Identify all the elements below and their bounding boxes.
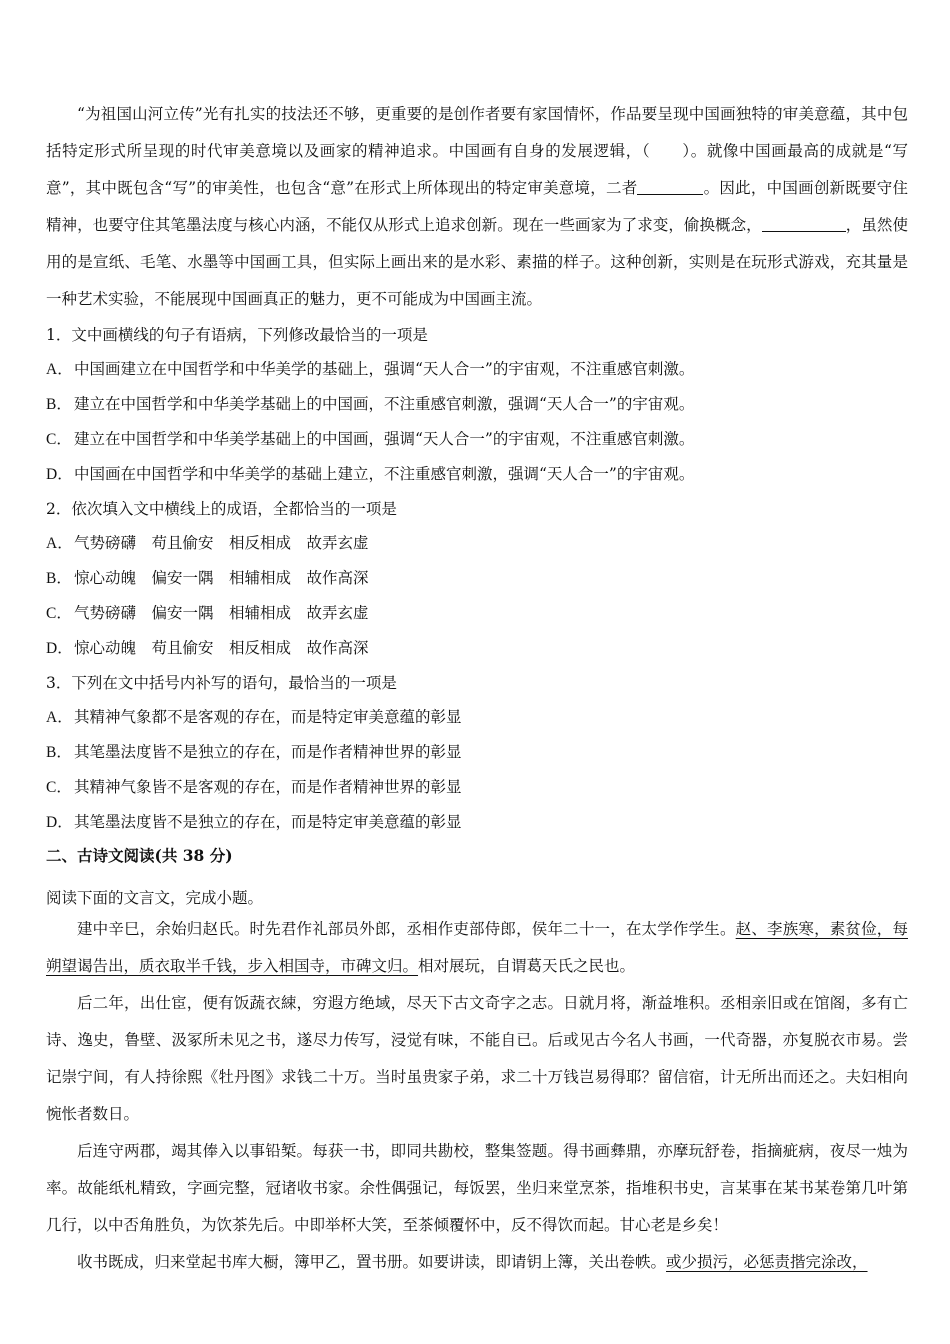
answer-blank — [637, 176, 703, 195]
option-c[interactable]: C． 气势磅礴 偏安一隅 相辅相成 故弄玄虚 — [46, 604, 369, 622]
question-3 — [46, 666, 908, 840]
answer-blank — [762, 213, 846, 232]
option-b[interactable]: B． 惊心动魄 偏安一隅 相辅相成 故作高深 — [46, 569, 369, 587]
underlined-sentence: 或少损污，必惩责揩完涂改， — [666, 1252, 868, 1271]
passage-text-1: “为祖国山河立传”光有扎实的技法还不够，更重要的是创作者要有家国情怀，作品要呈现中国画独特的审美意蕴，其中包括特定形式所呈现的时代审美意境以及画家的精神追求。中国画有自身的发展逻辑，（ ）。就像中国画最高的成就是“写意”，其中既包含“写”的审美性，也包含“意”在形式上所体现出的特定审美意境，二者 — [46, 105, 908, 197]
classical-paragraph-3: 后连守两郡，竭其俸入以事铅椠。每获一书，即同共勘校，整集签题。得书画彝鼎，亦摩玩舒卷，指摘疵病，夜尽一烛为率。故能纸札精致，字画完整，冠诸收书家。余性偶强记，每饭罢，坐归来堂烹茶，指堆积书史，言某事在某书某卷第几叶第几行，以中否角胜负，为饮茶先后。中即举杯大笑，至茶倾覆怀中，反不得饮而起。甘心老是乡矣！ — [46, 1141, 908, 1234]
option-c[interactable]: C． 建立在中国哲学和中华美学基础上的中国画，强调“天人合一”的宇宙观，不注重感官刺激。 — [46, 430, 695, 448]
question-stem: 2．依次填入文中横线上的成语，全都恰当的一项是 — [46, 500, 397, 518]
option-a[interactable]: A．中国画建立在中国哲学和中华美学的基础上，强调“天人合一”的宇宙观，不注重感官刺激。 — [46, 360, 695, 378]
option-d[interactable]: D．惊心动魄 苟且偷安 相反相成 故作高深 — [46, 639, 369, 657]
document-page — [46, 96, 908, 1281]
passage-text-3: ，虽然使用的是宣纸、毛笔、水墨等中国画工具，但实际上画出来的是水彩、素描的样子。这种创新，实则是在玩形式游戏，充其量是一种艺术实验，不能展现中国画真正的魅力，更不可能成为中国画主流。 — [46, 216, 908, 308]
classical-paragraph-2: 后二年，出仕宦，便有饭蔬衣綀，穷遐方绝域，尽天下古文奇字之志。日就月将，渐益堆积。丞相亲旧或在馆阁，多有亡诗、逸史，鲁壁、汲冢所未见之书，遂尽力传写，浸觉有味，不能自已。后或见古今名人书画，一代奇器，亦复脱衣市易。尝记崇宁间，有人持徐熙《牡丹图》求钱二十万。当时虽贵家子弟，求二十万钱岂易得耶？留信宿，计无所出而还之。夫妇相向惋怅者数日。 — [46, 993, 908, 1123]
option-d[interactable]: D．其笔墨法度皆不是独立的存在，而是特定审美意蕴的彰显 — [46, 813, 462, 831]
section-instruction: 阅读下面的文言文，完成小题。 — [46, 888, 264, 907]
question-stem: 3．下列在文中括号内补写的语句，最恰当的一项是 — [46, 674, 397, 692]
option-a[interactable]: A．气势磅礴 苟且偷安 相反相成 故弄玄虚 — [46, 534, 369, 552]
option-b[interactable]: B． 建立在中国哲学和中华美学基础上的中国画，不注重感官刺激，强调“天人合一”的宇宙观。 — [46, 395, 695, 413]
question-2 — [46, 492, 908, 666]
option-d[interactable]: D．中国画在中国哲学和中华美学的基础上建立，不注重感官刺激，强调“天人合一”的宇宙观。 — [46, 465, 695, 483]
question-stem: 1．文中画横线的句子有语病，下列修改最恰当的一项是 — [46, 326, 428, 344]
underlined-sentence: 赵、李族寒，素贫俭，每朔望谒告出，质衣取半千钱，步入相国寺，市碑文归。 — [46, 919, 908, 975]
section-heading: 二、古诗文阅读(共 38 分) — [46, 846, 233, 865]
classical-paragraph-4: 收书既成，归来堂起书库大橱，簿甲乙，置书册。如要讲读，即请钥上簿，关出卷帙。或少损污，必惩责揩完涂改， — [77, 1252, 868, 1271]
passage-paragraph — [46, 96, 908, 318]
option-c[interactable]: C． 其精神气象皆不是客观的存在，而是作者精神世界的彰显 — [46, 778, 462, 796]
passage-text-2: 。因此，中国画创新既要守住精神，也要守住其笔墨法度与核心内涵，不能仅从形式上追求创新。现在一些画家为了求变，偷换概念， — [46, 179, 908, 234]
option-a[interactable]: A．其精神气象都不是客观的存在，而是特定审美意蕴的彰显 — [46, 708, 462, 726]
question-1 — [46, 318, 908, 492]
classical-paragraph-1: 建中辛巳，余始归赵氏。时先君作礼部员外郎，丞相作吏部侍郎，侯年二十一，在太学作学生。赵、李族寒，素贫俭，每朔望谒告出，质衣取半千钱，步入相国寺，市碑文归。相对展玩，自谓葛天氏之民也。 — [46, 919, 908, 975]
option-b[interactable]: B． 其笔墨法度皆不是独立的存在，而是作者精神世界的彰显 — [46, 743, 462, 761]
